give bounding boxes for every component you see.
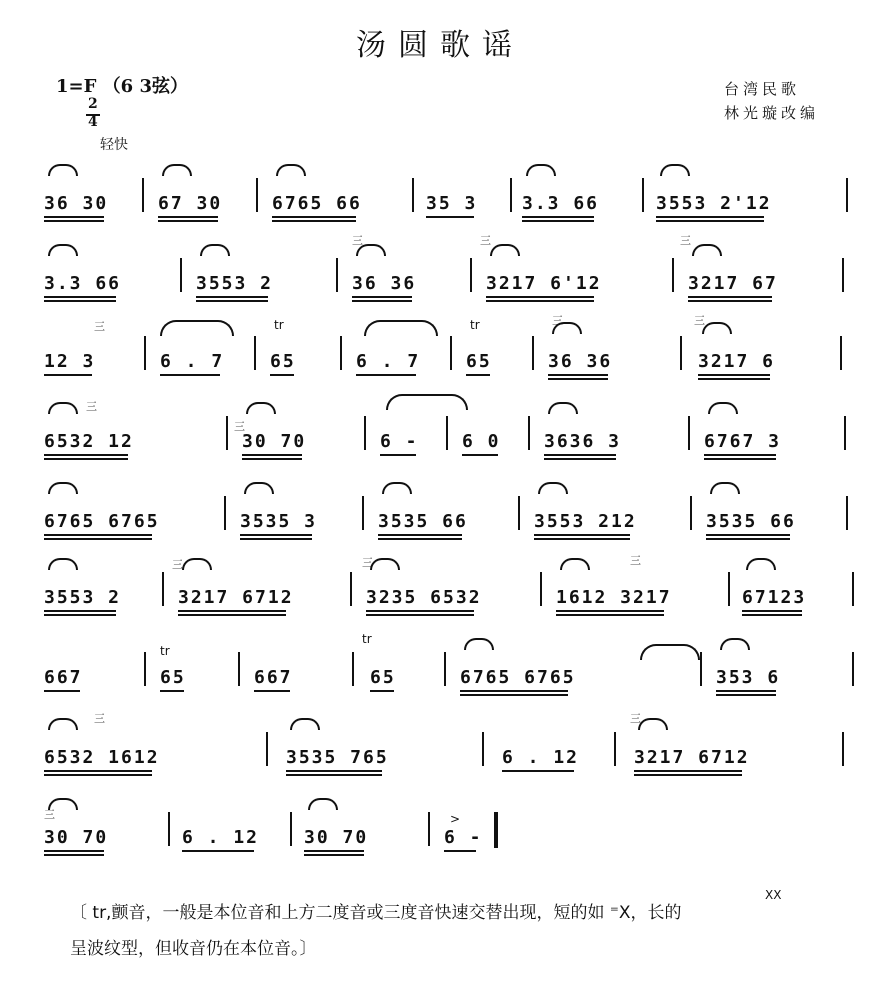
- beam-line: [304, 850, 364, 852]
- bar-line: [162, 572, 164, 606]
- beam-line: [466, 374, 490, 376]
- measure: [240, 488, 344, 532]
- measure: [196, 250, 298, 294]
- footnote-line-2: 呈波纹型，但收音仍在本位音。〕: [70, 939, 317, 959]
- double-beam-line: [44, 774, 152, 776]
- trill-mark: tr: [362, 632, 372, 646]
- measure: [656, 170, 826, 214]
- measure-notes: 3535 66: [378, 511, 468, 532]
- double-beam-line: [548, 378, 608, 380]
- measure-notes: 6 -: [380, 431, 419, 452]
- san-ornament: 三: [552, 314, 563, 327]
- bar-line: [852, 572, 854, 606]
- measure: [534, 488, 674, 532]
- bar-line: [540, 572, 542, 606]
- beam-line: [254, 690, 290, 692]
- trill-mark: tr: [470, 318, 480, 332]
- beam-line: [716, 690, 776, 692]
- bar-line: [428, 812, 430, 846]
- bar-line: [518, 496, 520, 530]
- beam-line: [502, 770, 574, 772]
- beam-line: [698, 374, 770, 376]
- score-row: [0, 644, 880, 714]
- bar-line: [144, 652, 146, 686]
- measure-notes: 3217 6712: [634, 747, 750, 768]
- slur-mark: [382, 482, 412, 494]
- bar-line: [362, 496, 364, 530]
- beam-line: [44, 216, 104, 218]
- measure: [556, 564, 706, 608]
- measure-notes: 6 . 7: [356, 351, 421, 372]
- bar-line: [254, 336, 256, 370]
- beam-line: [44, 534, 152, 536]
- measure-notes: 3535 765: [286, 747, 389, 768]
- double-beam-line: [522, 220, 594, 222]
- final-barline: [494, 812, 498, 848]
- slur-mark: [276, 164, 306, 176]
- double-beam-line: [44, 538, 152, 540]
- beam-line: [548, 374, 608, 376]
- measure: [44, 564, 150, 608]
- slur-mark: [308, 798, 338, 810]
- long-slur: [364, 320, 438, 336]
- measure: [522, 170, 626, 214]
- measure: [182, 804, 262, 848]
- bar-line: [844, 416, 846, 450]
- double-beam-line: [716, 694, 776, 696]
- beam-line: [460, 690, 568, 692]
- san-ornament: 三: [480, 234, 491, 247]
- beam-line: [378, 534, 462, 536]
- bar-line: [350, 572, 352, 606]
- bar-line: [340, 336, 342, 370]
- measure: [706, 488, 830, 532]
- measure-notes: 3217 6712: [178, 587, 294, 608]
- bar-line: [680, 336, 682, 370]
- bar-line: [672, 258, 674, 292]
- bar-line: [144, 336, 146, 370]
- measure: [466, 328, 510, 372]
- slur-mark: [720, 638, 750, 650]
- measure: [462, 408, 506, 452]
- slur-mark: [660, 164, 690, 176]
- bar-line: [238, 652, 240, 686]
- san-ornament: 三: [86, 400, 97, 413]
- double-beam-line: [272, 220, 356, 222]
- score-row: [0, 724, 880, 794]
- beam-line: [556, 610, 664, 612]
- double-beam-line: [706, 538, 790, 540]
- bar-line: [266, 732, 268, 766]
- measure-notes: 6765 6765: [460, 667, 576, 688]
- footnote-superscript: XX: [765, 888, 782, 902]
- measure: [352, 250, 430, 294]
- beam-line: [544, 454, 616, 456]
- bar-line: [532, 336, 534, 370]
- san-ornament: 三: [172, 558, 183, 571]
- slur-mark: [244, 482, 274, 494]
- double-beam-line: [378, 538, 462, 540]
- bar-line: [256, 178, 258, 212]
- bar-line: [180, 258, 182, 292]
- long-slur: [160, 320, 234, 336]
- slur-mark: [162, 164, 192, 176]
- song-title: 汤圆歌谣: [356, 28, 524, 63]
- double-beam-line: [44, 220, 104, 222]
- slur-mark: [48, 558, 78, 570]
- measure: [502, 724, 582, 768]
- measure-notes: 3217 6: [698, 351, 776, 372]
- double-beam-line: [44, 458, 128, 460]
- measure-notes: 3636 3: [544, 431, 622, 452]
- beam-line: [742, 610, 802, 612]
- measure: [254, 644, 328, 688]
- measure-notes: 667: [254, 667, 293, 688]
- beam-line: [178, 610, 286, 612]
- double-beam-line: [556, 614, 664, 616]
- san-ornament: 三: [630, 554, 641, 567]
- measure-notes: 6 0: [462, 431, 501, 452]
- beam-line: [242, 454, 302, 456]
- measure: [544, 408, 658, 452]
- slur-mark: [526, 164, 556, 176]
- measure: [44, 408, 194, 452]
- double-beam-line: [304, 854, 364, 856]
- slur-mark: [560, 558, 590, 570]
- beam-line: [44, 610, 116, 612]
- bar-line: [364, 416, 366, 450]
- double-beam-line: [178, 614, 286, 616]
- slur-mark: [182, 558, 212, 570]
- measure: [460, 644, 666, 688]
- slur-mark: [710, 482, 740, 494]
- measure: [272, 170, 402, 214]
- bar-line: [290, 812, 292, 846]
- measure: [44, 170, 138, 214]
- slur-mark: [246, 402, 276, 414]
- measure-notes: 12 3: [44, 351, 96, 372]
- bar-line: [840, 336, 842, 370]
- measure-notes: 65: [270, 351, 296, 372]
- beam-line: [534, 534, 630, 536]
- score-row: [0, 328, 880, 398]
- slur-mark: [702, 322, 732, 334]
- san-ornament: 三: [362, 556, 373, 569]
- slur-mark: [548, 402, 578, 414]
- san-ornament: 三: [44, 808, 55, 821]
- bar-line: [450, 336, 452, 370]
- double-beam-line: [486, 300, 594, 302]
- san-ornament: 三: [680, 234, 691, 247]
- measure-notes: 36 36: [352, 273, 417, 294]
- time-signature-bottom: 4: [88, 114, 98, 130]
- san-ornament: 三: [94, 320, 105, 333]
- measure: [704, 408, 824, 452]
- measure-notes: 6 . 12: [502, 747, 580, 768]
- measure-notes: 6765 66: [272, 193, 362, 214]
- beam-line: [356, 374, 416, 376]
- key-signature: 1=F （6 3弦）: [56, 76, 188, 97]
- measure: [486, 250, 644, 294]
- beam-line: [462, 454, 498, 456]
- measure: [158, 170, 248, 214]
- beam-line: [706, 534, 790, 536]
- slur-mark: [290, 718, 320, 730]
- slur-mark: [48, 718, 78, 730]
- measure-notes: 3217 67: [688, 273, 778, 294]
- measure: [426, 170, 492, 214]
- beam-line: [196, 296, 268, 298]
- double-beam-line: [44, 300, 116, 302]
- beam-line: [370, 690, 394, 692]
- bar-line: [336, 258, 338, 292]
- measure: [634, 724, 830, 768]
- measure-notes: 3535 3: [240, 511, 318, 532]
- slur-mark: [48, 164, 78, 176]
- beam-line: [286, 770, 382, 772]
- measure: [44, 644, 114, 688]
- double-beam-line: [460, 694, 568, 696]
- measure: [44, 488, 208, 532]
- slur-mark: [692, 244, 722, 256]
- double-beam-line: [544, 458, 616, 460]
- bar-line: [510, 178, 512, 212]
- double-beam-line: [688, 300, 772, 302]
- double-beam-line: [698, 378, 770, 380]
- double-beam-line: [656, 220, 764, 222]
- bar-line: [846, 178, 848, 212]
- beam-line: [272, 216, 356, 218]
- beam-line: [44, 296, 116, 298]
- beam-line: [44, 850, 104, 852]
- bar-line: [688, 416, 690, 450]
- double-beam-line: [286, 774, 382, 776]
- double-beam-line: [634, 774, 742, 776]
- double-beam-line: [44, 854, 104, 856]
- measure-notes: 3.3 66: [44, 273, 122, 294]
- measure-notes: 1612 3217: [556, 587, 672, 608]
- beam-line: [426, 216, 474, 218]
- measure: [44, 724, 240, 768]
- bar-line: [412, 178, 414, 212]
- double-beam-line: [44, 614, 116, 616]
- slur-mark: [638, 718, 668, 730]
- beam-line: [270, 374, 294, 376]
- beam-line: [704, 454, 776, 456]
- measure-notes: 65: [370, 667, 396, 688]
- beam-line: [44, 690, 80, 692]
- slur-mark: [464, 638, 494, 650]
- beam-line: [160, 690, 184, 692]
- measure-notes: 6 . 12: [182, 827, 260, 848]
- measure-notes: 3535 66: [706, 511, 796, 532]
- measure-notes: 65: [466, 351, 492, 372]
- measure: [444, 804, 483, 848]
- measure: [44, 804, 148, 848]
- beam-line: [160, 374, 220, 376]
- beam-line: [366, 610, 474, 612]
- measure-notes: 3553 2: [196, 273, 274, 294]
- long-slur: [386, 394, 468, 410]
- bar-line: [352, 652, 354, 686]
- bar-line: [482, 732, 484, 766]
- measure-notes: 3217 6'12: [486, 273, 602, 294]
- measure: [742, 564, 830, 608]
- beam-line: [522, 216, 594, 218]
- double-beam-line: [742, 614, 802, 616]
- measure: [378, 488, 498, 532]
- bar-line: [700, 652, 702, 686]
- measure-notes: 67 30: [158, 193, 223, 214]
- footnote: [70, 888, 860, 967]
- beam-line: [634, 770, 742, 772]
- score-row: [0, 250, 880, 320]
- measure: [44, 328, 114, 372]
- measure: [716, 644, 826, 688]
- double-beam-line: [240, 538, 312, 540]
- bar-line: [470, 258, 472, 292]
- bar-line: [614, 732, 616, 766]
- score-row: [0, 408, 880, 478]
- bar-line: [444, 652, 446, 686]
- bar-line: [846, 496, 848, 530]
- beam-line: [44, 770, 152, 772]
- double-beam-line: [196, 300, 268, 302]
- bar-line: [528, 416, 530, 450]
- slur-mark: [746, 558, 776, 570]
- san-ornament: 三: [94, 712, 105, 725]
- slur-mark: [48, 244, 78, 256]
- slur-mark: [490, 244, 520, 256]
- measure-notes: 3235 6532: [366, 587, 482, 608]
- measure-notes: 6765 6765: [44, 511, 160, 532]
- score-row: [0, 804, 880, 874]
- score-row: [0, 488, 880, 558]
- measure-notes: 3553 212: [534, 511, 637, 532]
- measure-notes: 30 70: [44, 827, 109, 848]
- footnote-line-1: 〔 tr,颤音，一般是本位音和上方二度音或三度音快速交替出现，短的如 ⁼X，长的: [70, 903, 682, 923]
- score-row: [0, 564, 880, 634]
- measure: [304, 804, 394, 848]
- slur-mark: [708, 402, 738, 414]
- beam-line: [486, 296, 594, 298]
- measure-notes: 30 70: [304, 827, 369, 848]
- measure-notes: 667: [44, 667, 83, 688]
- bar-line: [842, 732, 844, 766]
- measure-notes: 3.3 66: [522, 193, 600, 214]
- measure: [698, 328, 822, 372]
- time-signature-top: 2: [88, 96, 98, 112]
- san-ornament: 三: [694, 314, 705, 327]
- bar-line: [690, 496, 692, 530]
- measure-notes: 353 6: [716, 667, 781, 688]
- measure-notes: 6767 3: [704, 431, 782, 452]
- beam-line: [380, 454, 416, 456]
- slur-mark: [48, 482, 78, 494]
- san-ornament: 三: [234, 420, 245, 433]
- measure-notes: 65: [160, 667, 186, 688]
- measure-notes: 3553 2: [44, 587, 122, 608]
- beam-line: [182, 850, 254, 852]
- beam-line: [240, 534, 312, 536]
- measure: [370, 644, 416, 688]
- measure: [242, 408, 332, 452]
- bar-line: [446, 416, 448, 450]
- double-beam-line: [704, 458, 776, 460]
- double-beam-line: [158, 220, 218, 222]
- measure-notes: 6532 1612: [44, 747, 160, 768]
- beam-line: [44, 374, 92, 376]
- measure-notes: 6 . 7: [160, 351, 225, 372]
- trill-mark: tr: [160, 644, 170, 658]
- bar-line: [224, 496, 226, 530]
- measure: [548, 328, 652, 372]
- bar-line: [852, 652, 854, 686]
- slur-mark: [538, 482, 568, 494]
- measure: [44, 250, 162, 294]
- double-beam-line: [366, 614, 474, 616]
- measure-notes: 30 70: [242, 431, 307, 452]
- bar-line: [728, 572, 730, 606]
- measure: [178, 564, 334, 608]
- measure: [380, 408, 436, 452]
- trill-mark: tr: [274, 318, 284, 332]
- san-ornament: 三: [630, 712, 641, 725]
- beam-line: [352, 296, 412, 298]
- beam-line: [444, 850, 476, 852]
- measure-notes: 6532 12: [44, 431, 134, 452]
- double-beam-line: [242, 458, 302, 460]
- arranger-credit: 林光璇改编: [724, 104, 820, 122]
- measure-notes: 3553 2'12: [656, 193, 772, 214]
- double-beam-line: [534, 538, 630, 540]
- measure: [688, 250, 818, 294]
- beam-line: [44, 454, 128, 456]
- slur-mark: [370, 558, 400, 570]
- measure: [366, 564, 522, 608]
- double-beam-line: [352, 300, 412, 302]
- bar-line: [226, 416, 228, 450]
- measure: [270, 328, 314, 372]
- bar-line: [142, 178, 144, 212]
- bar-line: [168, 812, 170, 846]
- measure-notes: 36 36: [548, 351, 613, 372]
- bar-line: [642, 178, 644, 212]
- bar-line: [842, 258, 844, 292]
- beam-line: [688, 296, 772, 298]
- measure: [286, 724, 446, 768]
- score-row: [0, 170, 880, 240]
- origin-credit: 台湾民歌: [724, 80, 801, 98]
- slur-mark: [200, 244, 230, 256]
- measure-notes: 35 3: [426, 193, 478, 214]
- beam-line: [158, 216, 218, 218]
- slur-mark: [48, 402, 78, 414]
- measure-notes: 67123: [742, 587, 807, 608]
- tempo-marking: 轻快: [100, 137, 128, 153]
- long-slur: [640, 644, 700, 660]
- measure-notes: 36 30: [44, 193, 109, 214]
- san-ornament: 三: [352, 234, 363, 247]
- measure-notes: 6 -: [444, 827, 483, 848]
- beam-line: [656, 216, 764, 218]
- accent-mark: >: [450, 812, 461, 826]
